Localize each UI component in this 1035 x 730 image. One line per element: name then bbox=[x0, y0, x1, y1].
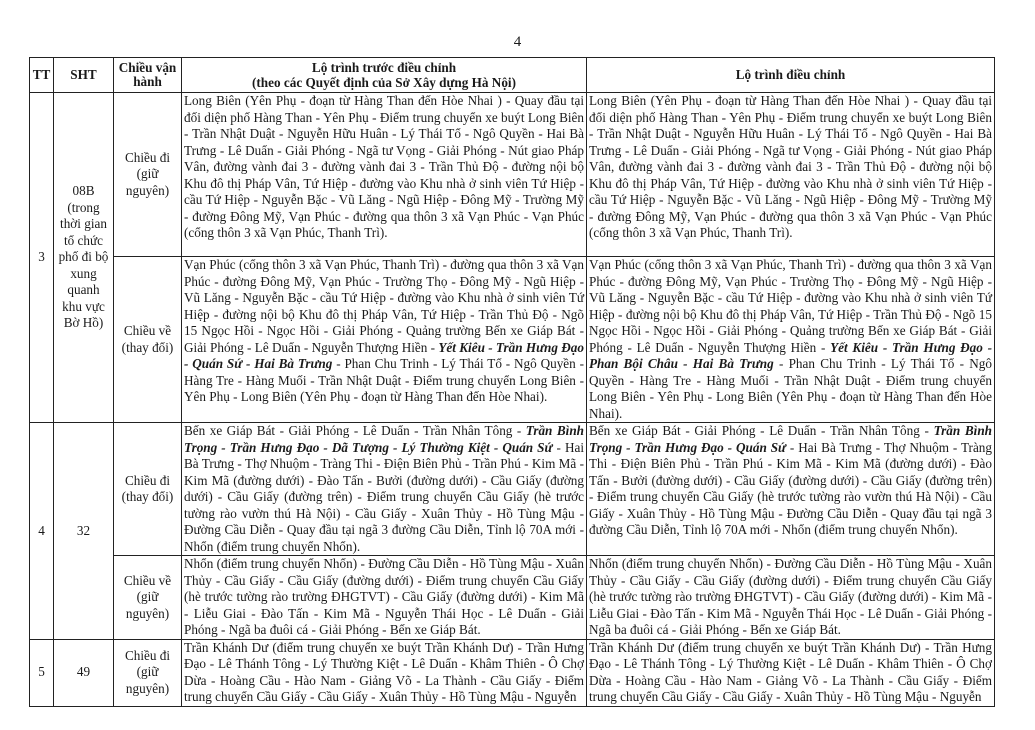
route-text: Vạn Phúc (cổng thôn 3 xã Vạn Phúc, Thanh Trì) - đường qua thôn 3 xã Vạn Phúc - đường Đông Mỹ, Vạn Phúc - Trường Thọ - Đông Mỹ - Ngũ Hiệp - Vũ Lăng - Nguyễn Bặc - cầu Tứ Hiệp - đường vào Khu nhà ở sinh viên Tứ Hiệp - đường nội bộ Khu đô thị Pháp Vân, Tứ Hiệp - Trần Thủ Độ - Ngõ 15 Ngọc Hồi - Ngọc Hồi - Giải Phóng - Quảng trường Bến xe Giáp Bát - Giải Phóng - Lê Duẩn - Nguyễn Thượng Hiền - bbox=[589, 257, 992, 355]
route-text: - Phan Chu Trinh - Lý Thái Tổ - Ngô Quyền - Hàng Tre - Hàng Muối - Trần Nhật Duật - Điểm trung chuyển Long Biên - Yên Phụ - Long Biên (Yên Phụ - đoạn từ Hàng Than đến Hòe Nhai). bbox=[184, 356, 584, 404]
cell-route-before bbox=[182, 423, 587, 556]
route-text: Bến xe Giáp Bát - Giải Phóng - Lê Duẩn - Trần Nhân Tông - bbox=[184, 423, 526, 438]
cell-tt: 3 bbox=[30, 93, 54, 423]
route-text: - Phan Chu Trinh - Lý Thái Tổ - Ngô Quyền - Hàng Tre - Hàng Muối - Trần Nhật Duật - Điểm trung chuyển Long Biên - Yên Phụ - Long Biên (Yên Phụ - đoạn từ Hàng Than đến Hòe Nhai). bbox=[589, 356, 992, 421]
cell-route-before: Nhổn (điểm trung chuyển Nhổn) - Đường Cầu Diễn - Hồ Tùng Mậu - Xuân Thủy - Cầu Giấy - Cầu Giấy (đường dưới) - Điểm trung chuyển Cầu Giấy (hè trước tường rào trường ĐHGTVT) - Cầu Giấy (đường dưới) - Kim Mã - Liễu Giai - Đào Tấn - Kim Mã - Nguyễn Thái Học - Lê Duẩn - Giải Phóng - Ngã ba đuôi cá - Giải Phóng - Bến xe Giáp Bát. bbox=[182, 556, 587, 640]
route-changed-segment: Yết Kiêu - Trần Hưng Đạo - Quán Sứ - Hai Bà Trưng bbox=[184, 339, 584, 371]
table-row bbox=[30, 639, 995, 706]
cell-sht: 49 bbox=[54, 639, 114, 706]
cell-direction: Chiều đi (giữ nguyên) bbox=[114, 639, 182, 706]
cell-direction: Chiều về (thay đổi) bbox=[114, 257, 182, 423]
table-row bbox=[30, 93, 995, 257]
cell-route-before bbox=[182, 257, 587, 423]
cell-route-after: Nhổn (điểm trung chuyển Nhổn) - Đường Cầu Diễn - Hồ Tùng Mậu - Xuân Thủy - Cầu Giấy - Cầu Giấy (đường dưới) - Điểm trung chuyển Cầu Giấy (hè trước tường rào trường ĐHGTVT) - Cầu Giấy (đường dưới) - Kim Mã - Liễu Giai - Đào Tấn - Kim Mã - Nguyễn Thái Học - Lê Duẩn - Giải Phóng - Ngã ba đuôi cá - Giải Phóng - Bến xe Giáp Bát. bbox=[587, 556, 995, 640]
cell-tt: 4 bbox=[30, 423, 54, 640]
table-row bbox=[30, 556, 995, 640]
route-changed-segment: Yết Kiêu - Trần Hưng Đạo - Phan Bội Châu - Hai Bà Trưng bbox=[589, 339, 992, 371]
header-sht: SHT bbox=[54, 58, 114, 93]
page-number: 4 bbox=[513, 34, 522, 50]
cell-sht: 08B (trong thời gian tổ chức phố đi bộ xung quanh khu vực Bờ Hồ) bbox=[54, 93, 114, 423]
route-adjustment-table bbox=[29, 57, 995, 707]
cell-sht: 32 bbox=[54, 423, 114, 640]
header-tt: TT bbox=[30, 58, 54, 93]
route-text: - Hai Bà Trưng - Thợ Nhuộm - Tràng Thi - Điện Biên Phủ - Trần Phú - Kim Mã - Kim Mã (đường dưới) - Đào Tấn - Bưởi (đường dưới) - Cầu Giấy (đường dưới) - Cầu Giấy (đường trên) - Điểm trung chuyển Cầu Giấy (hè trước tường rào vườn thú Hà Nội) - Cầu Giấy - Xuân Thủy - Hồ Tùng Mậu - Đường Cầu Diễn - Quay đầu tại ngã 3 đường Cầu Diễn, Tỉnh lộ 70A mới - Nhổn (điểm trung chuyển Nhổn). bbox=[589, 439, 992, 537]
cell-route-after bbox=[587, 257, 995, 423]
header-direction: Chiều vận hành bbox=[114, 58, 182, 93]
table-header-row bbox=[30, 58, 995, 93]
cell-route-after: Long Biên (Yên Phụ - đoạn từ Hàng Than đến Hòe Nhai ) - Quay đầu tại đối diện phố Hàng Than - Yên Phụ - Điểm trung chuyển xe buýt Long Biên - Trần Nhật Duật - Nguyễn Hữu Huân - Lý Thái Tổ - Ngô Quyền - Hai Bà Trưng - Lê Duẩn - Giải Phóng - Ngã tư Vọng - Giải Phóng - Nút giao Pháp Vân, đường vành đai 3 - đường vành đai 3 - Trần Thủ Độ - đường nội bộ Khu đô thị Pháp Vân, Tứ Hiệp - đường vào Khu nhà ở sinh viên Tứ Hiệp - cầu Tứ Hiệp - Nguyễn Bặc - Vũ Lăng - Ngũ Hiệp - Đông Mỹ - Trường Mỹ - đường Đông Mỹ, Vạn Phúc - đường qua thôn 3 xã Vạn Phúc - Vạn Phúc (cổng thôn 3 xã Vạn Phúc, Thanh Trì). bbox=[587, 93, 995, 257]
route-text: Bến xe Giáp Bát - Giải Phóng - Lê Duẩn - Trần Nhân Tông - bbox=[589, 423, 934, 438]
header-route-before-line1: Lộ trình trước điều chỉnh bbox=[311, 60, 457, 75]
cell-route-after: Trần Khánh Dư (điểm trung chuyển xe buýt Trần Khánh Dư) - Trần Hưng Đạo - Lê Thánh Tông - Lý Thường Kiệt - Lê Duẩn - Khâm Thiên - Ô Chợ Dừa - Hoàng Cầu - Hào Nam - Giảng Võ - La Thành - Cầu Giấy - Điểm trung chuyển Cầu Giấy - Cầu Giấy - Xuân Thủy - Hồ Tùng Mậu - Nguyễn bbox=[587, 639, 995, 706]
cell-route-before: Long Biên (Yên Phụ - đoạn từ Hàng Than đến Hòe Nhai ) - Quay đầu tại đối diện phố Hàng Than - Yên Phụ - Điểm trung chuyển xe buýt Long Biên - Trần Nhật Duật - Nguyễn Hữu Huân - Lý Thái Tổ - Ngô Quyền - Hai Bà Trưng - Lê Duẩn - Giải Phóng - Ngã tư Vọng - Giải Phóng - Nút giao Pháp Vân, đường vành đai 3 - đường vành đai 3 - Trần Thủ Độ - đường nội bộ Khu đô thị Pháp Vân, Tứ Hiệp - đường vào Khu nhà ở sinh viên Tứ Hiệp - cầu Tứ Hiệp - Nguyễn Bặc - Vũ Lăng - Ngũ Hiệp - Đông Mỹ - Trường Mỹ - đường Đông Mỹ, Vạn Phúc - đường qua thôn 3 xã Vạn Phúc - Vạn Phúc (cổng thôn 3 xã Vạn Phúc, Thanh Trì). bbox=[182, 93, 587, 257]
route-changed-segment: Trần Bình Trọng - Trần Hưng Đạo - Quán Sứ bbox=[589, 423, 992, 455]
route-changed-segment: Trần Bình Trọng - Trần Hưng Đạo - Dã Tượng - Lý Thường Kiệt - Quán Sứ bbox=[184, 423, 584, 455]
cell-direction: Chiều đi (giữ nguyên) bbox=[114, 93, 182, 257]
cell-route-before: Trần Khánh Dư (điểm trung chuyển xe buýt Trần Khánh Dư) - Trần Hưng Đạo - Lê Thánh Tông - Lý Thường Kiệt - Lê Duẩn - Khâm Thiên - Ô Chợ Dừa - Hoàng Cầu - Hào Nam - Giảng Võ - La Thành - Cầu Giấy - Điểm trung chuyển Cầu Giấy - Cầu Giấy - Xuân Thủy - Hồ Tùng Mậu - Nguyễn bbox=[182, 639, 587, 706]
route-text: - Hai Bà Trưng - Thợ Nhuộm - Tràng Thi - Điện Biên Phủ - Trần Phú - Kim Mã - Kim Mã (đường dưới) - Đào Tấn - Bưởi (đường dưới) - Cầu Giấy (đường dưới) - Cầu Giấy (đường trên) - Điểm trung chuyển Cầu Giấy (hè trước tường rào vườn thú Hà Nội) - Cầu Giấy - Xuân Thủy - Hồ Tùng Mậu - Đường Cầu Diễn - Quay đầu tại ngã 3 đường Cầu Diễn, Tỉnh lộ 70A mới - Nhổn (điểm trung chuyển Nhổn). bbox=[184, 439, 584, 554]
cell-direction: Chiều về (giữ nguyên) bbox=[114, 556, 182, 640]
table-row bbox=[30, 257, 995, 423]
table-row bbox=[30, 423, 995, 556]
header-route-after: Lộ trình điều chỉnh bbox=[587, 58, 995, 93]
cell-route-after bbox=[587, 423, 995, 556]
cell-tt: 5 bbox=[30, 639, 54, 706]
cell-direction: Chiều đi (thay đổi) bbox=[114, 423, 182, 556]
header-route-before bbox=[182, 58, 587, 93]
route-text: Vạn Phúc (cổng thôn 3 xã Vạn Phúc, Thanh Trì) - đường qua thôn 3 xã Vạn Phúc - đường Đông Mỹ, Vạn Phúc - Trường Thọ - Đông Mỹ - Ngũ Hiệp - Vũ Lăng - Nguyễn Bặc - cầu Tứ Hiệp - đường vào Khu nhà ở sinh viên Tứ Hiệp - đường nội bộ Khu đô thị Pháp Vân, Tứ Hiệp - Trần Thủ Độ - Ngõ 15 Ngọc Hồi - Ngọc Hồi - Giải Phóng - Quảng trường Bến xe Giáp Bát - Giải Phóng - Lê Duẩn - Nguyễn Thượng Hiền - bbox=[184, 257, 584, 355]
header-route-before-line2: (theo các Quyết định của Sở Xây dựng Hà Nội) bbox=[252, 75, 516, 90]
